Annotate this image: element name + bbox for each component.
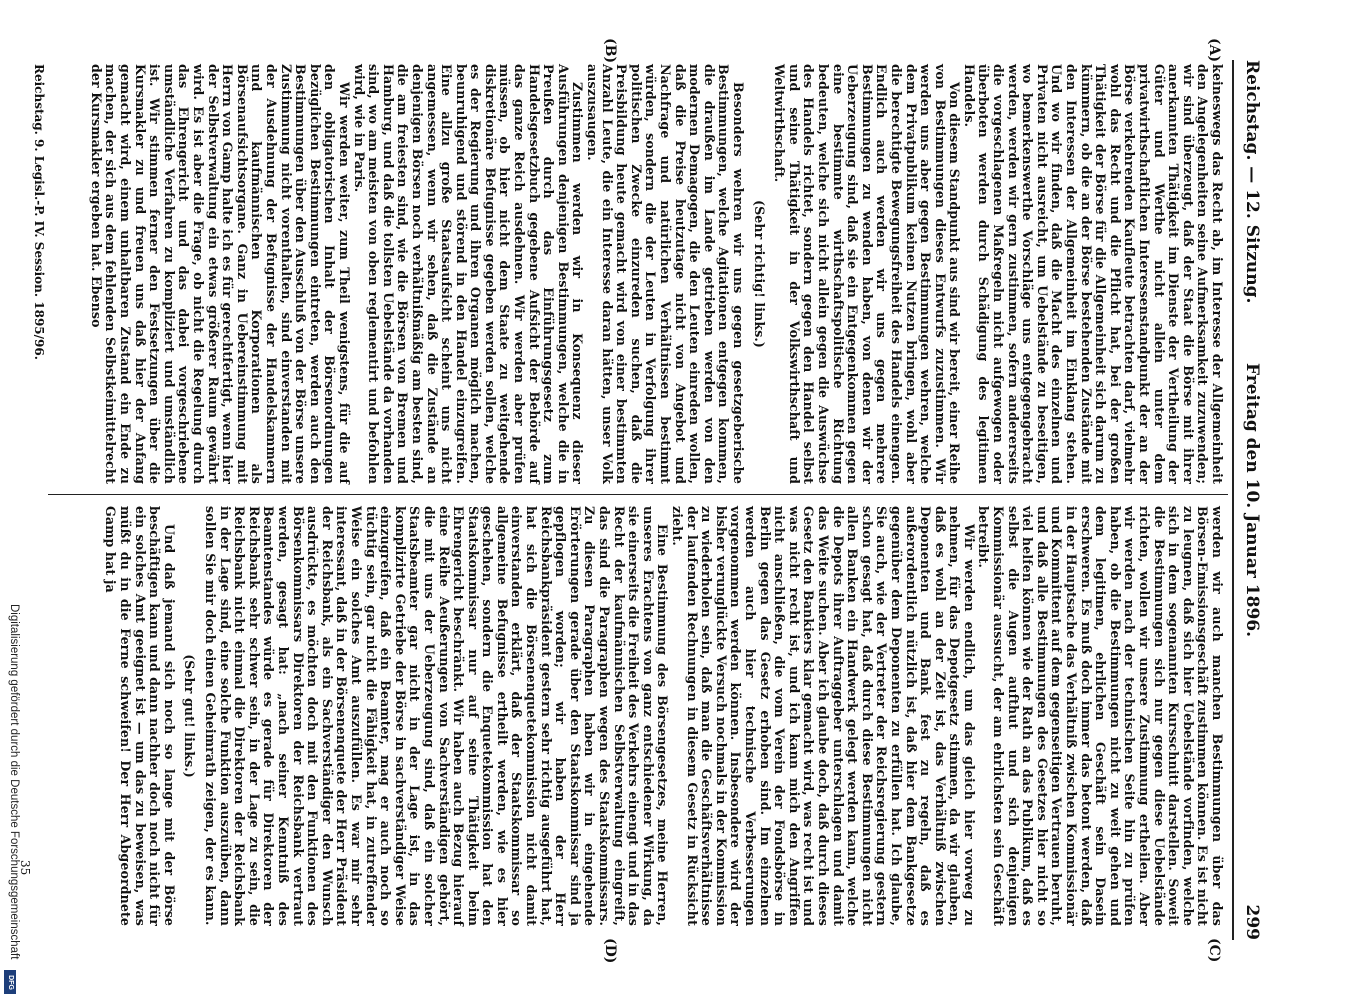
paragraph: Wir werden endlich, um das gleich hier vorweg zu nehmen, für das Depotgesetz stimmen, da wir glauben, daß es wohl an der Zeit ist, das Verhältniß zwischen Deponenten und Bank fest zu regeln, daß es außerordentlich nützlich ist, daß hier dem Bankgesetze gegenüber dem Deponenten zu erfüllen hat. Ich glaube, Sie auch, wie der Vertreter der Reichsregierung gestern schon gesagt hat, daß durch diese Bestimmungen nicht allen Banken ein Handwerk gelegt werden kann, welche die Depots ihrer Auftraggeber unterschlagen und damit das Weite suchen. Aber ich glaube doch, daß durch dieses Gesetz den Bankiers klar gemacht wird, was recht ist und was nicht recht ist, und ich kann mich den Angriffen nicht anschließen, die vom Verein der Fondsbörse in Berlin gegen das Gesetz erhoben sind. Im einzelnen werden auch hier technische Verbesserungen vorgenommen werden können. Insbesondere wird der bisher verunglückte Versuch nochmals in der Kommission zu wiederholen sein, daß man die Geschäftsverhältnisse der laufenden Rechnungen in diesem Gesetz in Rücksicht zieht. [670,506,977,926]
margin-marker-d: (D) [602,938,618,964]
page-header [1236,60,1262,940]
header-date: Freitag den 10. Januar 1896. [1242,362,1262,638]
left-column [88,64,1224,484]
header-rule [1232,60,1234,940]
paragraph: Von diesem Standpunkt aus sind wir bereit, einer Reihe von Bestimmungen dieses Entwurfs zuzustimmen. Wir werden uns aber gegen Bestimmungen wehren, welche dem Privatpublikum keinen Nutzen bringen, wohl aber die berechtigte Bewegungsfreiheit des Handels einengen. Endlich auch werden wir uns gegen mehrere Bestimmungen zu wenden haben, von denen wir der Ueberzeugung sind, daß sie ein Entgegenkommen gegen eine bestimmte wirthschaftspolitische Richtung bedeuten, welche sich nicht allein gegen die Auswüchse des Handels richtet, sondern gegen den Handel selbst und seine Thätigkeit in der Volkswirthschaft und Weltwirthschaft. [772,64,963,484]
paragraph: Zustimmen werden wir in Konsequenz dieser Ausführungen denjenigen Bestimmungen, welche die in Preußen durch das Einführungsgesetz zum Handelsgesetzbuch gegebene Aufsicht der Behörde auf das ganze Reich ausdehnen. Wir werden aber prüfen müssen, ob hier nicht dem Staate zu weitgehende diskretionäre Befugnisse gegeben werden sollen, welche es der Regierung und ihren Organen möglich machen, beunruhigend und störend in den Handel einzugreifen. Eine allzu große Staatsaufsicht scheint uns nicht angemessen, wenn wir sehen, daß die Zustände an denjenigen Börsen noch verhältnißmäßig am besten sind, die am freiesten sind, wie die Börsen von Bremen und Hamburg, und daß die tollsten Uebelstände da vorhanden sind, wo am meisten von oben reglementirt und befohlen wird, wie in Paris. [351,64,586,484]
right-column [103,506,1224,926]
credit-text: Digitalisierung gefördert durch die Deutsche Forschungsgemeinschaft [8,604,20,960]
paragraph: Wir werden weiter, zum Theil wenigstens, für die auf den obligatorischen Inhalt der Börsenordnungen bezüglichen Bestimmungen eintreten, werden auch den Bestimmungen über den Ausschluß von der Börse unsere Zustimmung nicht vorenthalten, sind einverstanden mit der Ausdehnung der Befugnisse der Handelskammern und kaufmännischen Korporationen als Börsenaufsichtsorgane. Ganz in Uebereinstimmung mit Herrn von Gamp halte ich es für gerechtfertigt, wenn hier der Selbstverwaltung ein etwas größerer Raum gewährt wird. Es ist aber die Frage, ob nicht die Regelung durch das Ehrengericht und das dabei vorgeschriebene umständliche Verfahren zu kompliziert und umständlich ist. Wir stimmen ferner den Festsetzungen über die Kursmakler zu und freuen uns daß hier der Anfang gemacht wird, einem unhaltbaren Zustand ein Ende zu machen, der sich aus dem fehlenden Selbstkeimittelrecht der Kursmakler ergeben hat. Ebenso [88,64,352,484]
paragraph: werden wir auch manchen Bestimmungen über das Börsen-Emissionsgeschäft zustimmen können. Es ist nicht zu leugnen, daß sich hier Uebelstände vorfinden, welche sich in dem sogenannten Kursschnitt darstellen. Soweit die Bestimmungen sich nur gegen diese Uebelstände richten, wollen wir unsere Zustimmung ertheilen. Aber wir werden nach der technischen Seite hin zu prüfen haben, ob die Bestimmungen nicht zu weit gehen und dem legitimen, ehrlichen Geschäft sein Dasein erschweren. Es muß doch immer das betont werden, daß in der Hauptsache das Verhältniß zwischen Kommissionär und Kommittent auf dem gegenseitigen Vertrauen beruht, und daß alle Bestimmungen des Gesetzes hier nicht so viel helfen können wie der Rath an das Publikum, daß es selbst die Augen aufthut und sich denjenigen Kommissionär aussucht, der am ehrlichsten sein Geschäft betreibt. [976,506,1225,926]
digitization-credit [0,604,20,996]
paragraph: Und daß jemand sich noch so lange mit der Börse beschäftigen kann und dann nachher doch noch nicht für ein solches Amt geeignet ist — um das zu beweisen, was müßt du in die Ferne schweifen! Der Herr Abgeordnete Gamp hat ja [103,506,177,926]
interjection: (Sehr richtig! links.) [751,200,767,348]
footer-session: Reichstag. 9. Legisl.-P. IV. Session. 1895/96. [32,64,46,360]
paragraph: Besonders wehren wir uns gegen gesetzgeberische Bestimmungen, welche Agitationen entgegen kommen, die draußen im Lande getrieben werden von den modernen Demagogen, die den Leuten einreden wollen, daß die Preise heutzutage nicht von Angebot und Nachfrage und natürlichen Verhältnissen bestimmt würden, sondern die der Leuten in Verfolgung ihrer politischen Zwecke einzureden suchen, daß die Preisbildung heute gemacht wird von einer bestimmten Anzahl Leute, die ein Interesse daran hätten, unser Volk auszusaugen. [585,64,746,484]
interjection: (Sehr gut! links.) [182,654,198,778]
dfg-logo-text: DFG [6,974,14,990]
paragraph: Eine Bestimmung des Börsengesetzes, meine Herren, unseres Erachtens von ganz entschiedener Wirkung, da sie einerseits die Freiheit des Verkehrs einengt und in das Recht der kaufmännischen Selbstverwaltung eingreift, das sind die Paragraphen wegen des Staatskommissars. Zu diesen Paragraphen haben wir in eingehende Erörterungen gerade über den Staatskommissar sind ja gepflogen worden; wir haben der Herr Reichsbankpräsident gestern sehr richtig ausgeführt hat, hat sich die Börsenenquetekommission nicht damit einverstanden erklärt, daß der Staatskommissar so allgemeine Befugnisse ertheilt werden, wie es hier geschehen, sondern die Enquetekommission hat den Staatskommissar nur auf seine Thätigkeit beim Ehrengericht beschränkt. Wir haben auch Bezug hierauf eine Reihe Aeußerungen von Sachverständigen gehört, die mit uns der Ueberzeugung sind, daß ein solcher Staatsbeamter gar nicht in der Lage ist, in das komplizirte Getriebe der Börse in sachverständiger Weise einzugreifen, daß ein Beamter, mag er auch noch so tüchtig sein, gar nicht die Fähigkeit hat, in zutreffender Weise ein solches Amt auszufüllen. Es war mir sehr interessant, daß in der Börsenenquete der Herr Präsident der Reichsbank, als ein Sachverständiger den Wunsch ausdrückte, es möchten doch mit den Funktionen des Börsenkommissars Direktoren der Reichsbank vertraut werden, gesagt hat: „nach seiner Kenntniß des Beamtenstandes würde es gerade für Direktoren der Reichsbank sehr schwer sein, in der Lage zu sein, die Reichsbank nicht einmal die Direktoren der Reichsbank in der Lage sind, eine solche Funktion auszuüben, dann sollen Sie mir doch einen Geheimrath zeigen, der es kann. [203,506,671,926]
paragraph: keineswegs das Recht ab, im Interesse der Allgemeinheit den Angelegenheiten seine Aufmerksamkeit zuzuwenden; wir sind überzeugt, daß der Staat die Börse mit ihrer anerkannten Thätigkeit im Dienste der Vertheilung der Güter und Werthe nicht allein unter dem privatwirthschaftlichen Interessenstandpunkt der an der Börse verkehrenden Kaufleute betrachten darf, vielmehr wohl das Recht und die Pflicht hat, bei der großen Thätigkeit der Börse für die Allgemeinheit sich darum zu kümmern, ob die an der Börse bestehenden Zustände mit den Interessen der Allgemeinheit im Einklang stehen. Und wo wir finden, daß die Macht des einzelnen und Privaten nicht ausreicht, um Uebelstände zu beseitigen, wo bemerkenswerthe Vorschläge uns entgegengebracht werden, werden wir gern zustimmen, sofern andererseits die vorgeschlagenen Maßregeln nicht aufgewogen oder überboten werden durch Schädigung des legitimen Handels. [961,64,1225,484]
header-page-number: 299 [1242,904,1262,940]
header-session: Reichstag. — 12. Sitzung. [1242,60,1262,304]
margin-marker-a: (A) [1206,38,1222,63]
dfg-logo [4,970,16,994]
column-divider [48,494,1228,495]
margin-marker-c: (C) [1206,938,1222,963]
footer-page-number: 35 [18,860,32,876]
margin-marker-b: (B) [602,38,618,64]
